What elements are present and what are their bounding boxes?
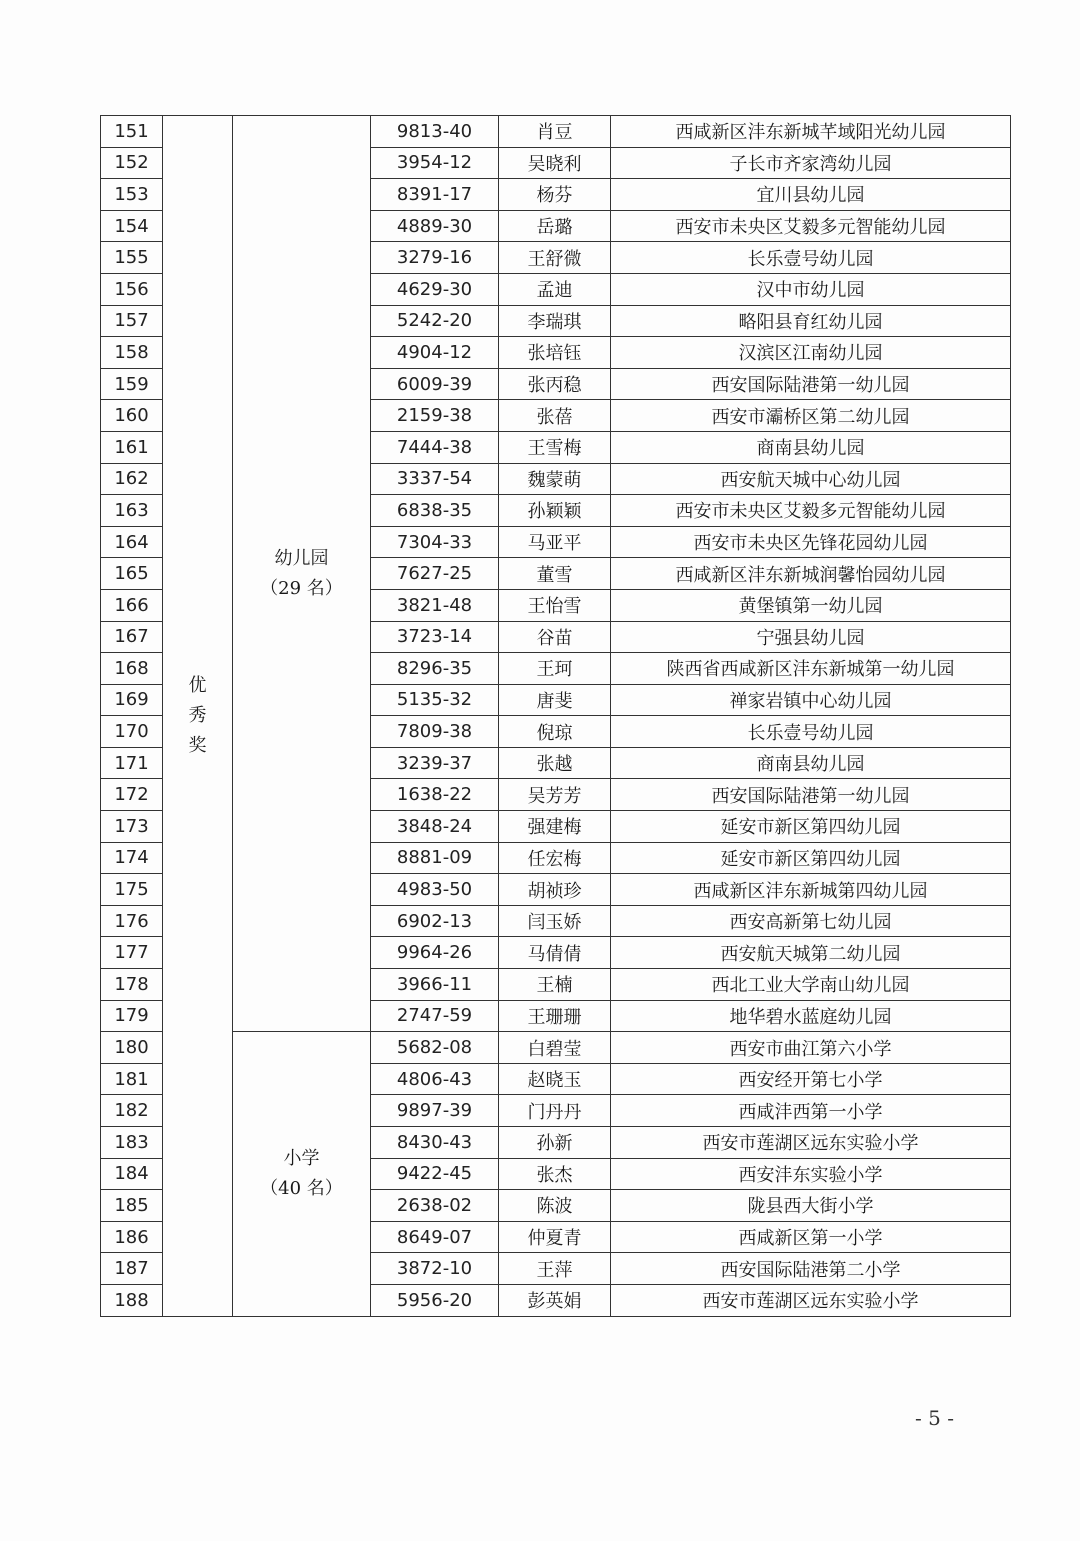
entry-code-cell: 9964-26: [371, 937, 499, 969]
award-level-char: 秀: [188, 704, 207, 726]
entry-code-cell: 7809-38: [371, 716, 499, 748]
school-name-cell: 西安市曲江第六小学: [611, 1032, 1011, 1064]
school-name-cell: 西安市灞桥区第二幼儿园: [611, 400, 1011, 432]
school-name-cell: 长乐壹号幼儿园: [611, 242, 1011, 274]
entry-code-cell: 7304-33: [371, 526, 499, 558]
category-count: （29 名）: [260, 577, 343, 599]
person-name-cell: 张杰: [499, 1158, 611, 1190]
awards-table: [100, 115, 1011, 1317]
person-name-cell: 门丹丹: [499, 1095, 611, 1127]
person-name-cell: 张蓓: [499, 400, 611, 432]
row-number-cell: 167: [101, 621, 163, 653]
school-name-cell: 长乐壹号幼儿园: [611, 716, 1011, 748]
row-number-cell: 180: [101, 1032, 163, 1064]
school-name-cell: 西安市未央区艾毅多元智能幼儿园: [611, 495, 1011, 527]
row-number-cell: 185: [101, 1190, 163, 1222]
row-number-cell: 172: [101, 779, 163, 811]
person-name-cell: 肖豆: [499, 116, 611, 148]
category-count: （40 名）: [260, 1177, 343, 1199]
entry-code-cell: 4806-43: [371, 1063, 499, 1095]
entry-code-cell: 8430-43: [371, 1127, 499, 1159]
school-name-cell: 禅家岩镇中心幼儿园: [611, 684, 1011, 716]
school-name-cell: 西咸新区沣东新城第四幼儿园: [611, 874, 1011, 906]
school-name-cell: 西安市未央区艾毅多元智能幼儿园: [611, 210, 1011, 242]
school-name-cell: 西安国际陆港第一幼儿园: [611, 368, 1011, 400]
school-name-cell: 汉中市幼儿园: [611, 273, 1011, 305]
row-number-cell: 164: [101, 526, 163, 558]
person-name-cell: 魏蒙萌: [499, 463, 611, 495]
entry-code-cell: 2747-59: [371, 1000, 499, 1032]
school-name-cell: 陕西省西咸新区沣东新城第一幼儿园: [611, 653, 1011, 685]
entry-code-cell: 3337-54: [371, 463, 499, 495]
person-name-cell: 王萍: [499, 1253, 611, 1285]
school-name-cell: 西安航天城第二幼儿园: [611, 937, 1011, 969]
row-number-cell: 171: [101, 747, 163, 779]
person-name-cell: 马亚平: [499, 526, 611, 558]
row-number-cell: 154: [101, 210, 163, 242]
entry-code-cell: 9813-40: [371, 116, 499, 148]
school-name-cell: 宜川县幼儿园: [611, 179, 1011, 211]
row-number-cell: 188: [101, 1284, 163, 1316]
person-name-cell: 李瑞琪: [499, 305, 611, 337]
school-name-cell: 西咸新区第一小学: [611, 1221, 1011, 1253]
category-label: 幼儿园: [274, 547, 329, 569]
school-name-cell: 西安沣东实验小学: [611, 1158, 1011, 1190]
row-number-cell: 168: [101, 653, 163, 685]
row-number-cell: 183: [101, 1127, 163, 1159]
entry-code-cell: 9897-39: [371, 1095, 499, 1127]
category-primary-cell: [233, 1032, 371, 1316]
award-level-cell: [163, 116, 233, 1317]
person-name-cell: 彭英娟: [499, 1284, 611, 1316]
school-name-cell: 西安航天城中心幼儿园: [611, 463, 1011, 495]
person-name-cell: 马倩倩: [499, 937, 611, 969]
person-name-cell: 仲夏青: [499, 1221, 611, 1253]
row-number-cell: 175: [101, 874, 163, 906]
person-name-cell: 王楠: [499, 969, 611, 1001]
entry-code-cell: 4983-50: [371, 874, 499, 906]
school-name-cell: 宁强县幼儿园: [611, 621, 1011, 653]
person-name-cell: 白碧莹: [499, 1032, 611, 1064]
entry-code-cell: 4904-12: [371, 337, 499, 369]
person-name-cell: 张越: [499, 747, 611, 779]
school-name-cell: 陇县西大街小学: [611, 1190, 1011, 1222]
row-number-cell: 151: [101, 116, 163, 148]
row-number-cell: 161: [101, 431, 163, 463]
school-name-cell: 西安市莲湖区远东实验小学: [611, 1284, 1011, 1316]
entry-code-cell: 7444-38: [371, 431, 499, 463]
person-name-cell: 王珂: [499, 653, 611, 685]
row-number-cell: 170: [101, 716, 163, 748]
row-number-cell: 163: [101, 495, 163, 527]
entry-code-cell: 3966-11: [371, 969, 499, 1001]
row-number-cell: 152: [101, 147, 163, 179]
entry-code-cell: 5682-08: [371, 1032, 499, 1064]
category-label: 小学: [283, 1147, 320, 1169]
school-name-cell: 西北工业大学南山幼儿园: [611, 969, 1011, 1001]
row-number-cell: 157: [101, 305, 163, 337]
row-number-cell: 174: [101, 842, 163, 874]
person-name-cell: 孙新: [499, 1127, 611, 1159]
page-number: - 5 -: [915, 1406, 954, 1430]
row-number-cell: 162: [101, 463, 163, 495]
person-name-cell: 倪琼: [499, 716, 611, 748]
row-number-cell: 177: [101, 937, 163, 969]
person-name-cell: 吴芳芳: [499, 779, 611, 811]
row-number-cell: 187: [101, 1253, 163, 1285]
row-number-cell: 155: [101, 242, 163, 274]
entry-code-cell: 3848-24: [371, 811, 499, 843]
person-name-cell: 孙颖颖: [499, 495, 611, 527]
table-row: [101, 116, 1011, 148]
school-name-cell: 西咸新区沣东新城芊域阳光幼儿园: [611, 116, 1011, 148]
school-name-cell: 西安高新第七幼儿园: [611, 905, 1011, 937]
awards-table-body: [101, 116, 1011, 1317]
row-number-cell: 159: [101, 368, 163, 400]
row-number-cell: 153: [101, 179, 163, 211]
entry-code-cell: 6902-13: [371, 905, 499, 937]
award-level-char: 优: [188, 674, 207, 696]
school-name-cell: 西安经开第七小学: [611, 1063, 1011, 1095]
entry-code-cell: 5135-32: [371, 684, 499, 716]
entry-code-cell: 1638-22: [371, 779, 499, 811]
row-number-cell: 158: [101, 337, 163, 369]
person-name-cell: 王舒微: [499, 242, 611, 274]
person-name-cell: 董雪: [499, 558, 611, 590]
row-number-cell: 173: [101, 811, 163, 843]
entry-code-cell: 8391-17: [371, 179, 499, 211]
row-number-cell: 179: [101, 1000, 163, 1032]
entry-code-cell: 8296-35: [371, 653, 499, 685]
row-number-cell: 184: [101, 1158, 163, 1190]
row-number-cell: 186: [101, 1221, 163, 1253]
entry-code-cell: 2159-38: [371, 400, 499, 432]
person-name-cell: 孟迪: [499, 273, 611, 305]
row-number-cell: 160: [101, 400, 163, 432]
school-name-cell: 西咸沣西第一小学: [611, 1095, 1011, 1127]
school-name-cell: 汉滨区江南幼儿园: [611, 337, 1011, 369]
school-name-cell: 西咸新区沣东新城润馨怡园幼儿园: [611, 558, 1011, 590]
row-number-cell: 165: [101, 558, 163, 590]
entry-code-cell: 6838-35: [371, 495, 499, 527]
entry-code-cell: 6009-39: [371, 368, 499, 400]
entry-code-cell: 3954-12: [371, 147, 499, 179]
person-name-cell: 王雪梅: [499, 431, 611, 463]
school-name-cell: 略阳县育红幼儿园: [611, 305, 1011, 337]
entry-code-cell: 2638-02: [371, 1190, 499, 1222]
person-name-cell: 强建梅: [499, 811, 611, 843]
entry-code-cell: 8881-09: [371, 842, 499, 874]
row-number-cell: 176: [101, 905, 163, 937]
entry-code-cell: 7627-25: [371, 558, 499, 590]
school-name-cell: 黄堡镇第一幼儿园: [611, 589, 1011, 621]
entry-code-cell: 4889-30: [371, 210, 499, 242]
row-number-cell: 182: [101, 1095, 163, 1127]
person-name-cell: 杨芬: [499, 179, 611, 211]
award-level-char: 奖: [188, 734, 207, 756]
person-name-cell: 赵晓玉: [499, 1063, 611, 1095]
school-name-cell: 延安市新区第四幼儿园: [611, 842, 1011, 874]
school-name-cell: 西安国际陆港第一幼儿园: [611, 779, 1011, 811]
row-number-cell: 166: [101, 589, 163, 621]
person-name-cell: 王珊珊: [499, 1000, 611, 1032]
school-name-cell: 子长市齐家湾幼儿园: [611, 147, 1011, 179]
entry-code-cell: 5242-20: [371, 305, 499, 337]
row-number-cell: 178: [101, 969, 163, 1001]
person-name-cell: 谷苗: [499, 621, 611, 653]
person-name-cell: 张培钰: [499, 337, 611, 369]
row-number-cell: 156: [101, 273, 163, 305]
school-name-cell: 西安市莲湖区远东实验小学: [611, 1127, 1011, 1159]
category-kindergarten-cell: [233, 116, 371, 1032]
school-name-cell: 西安市未央区先锋花园幼儿园: [611, 526, 1011, 558]
person-name-cell: 张丙稳: [499, 368, 611, 400]
entry-code-cell: 3723-14: [371, 621, 499, 653]
person-name-cell: 闫玉娇: [499, 905, 611, 937]
entry-code-cell: 3239-37: [371, 747, 499, 779]
person-name-cell: 任宏梅: [499, 842, 611, 874]
school-name-cell: 商南县幼儿园: [611, 747, 1011, 779]
school-name-cell: 地华碧水蓝庭幼儿园: [611, 1000, 1011, 1032]
person-name-cell: 唐斐: [499, 684, 611, 716]
person-name-cell: 陈波: [499, 1190, 611, 1222]
entry-code-cell: 5956-20: [371, 1284, 499, 1316]
entry-code-cell: 3821-48: [371, 589, 499, 621]
school-name-cell: 延安市新区第四幼儿园: [611, 811, 1011, 843]
person-name-cell: 胡祯珍: [499, 874, 611, 906]
person-name-cell: 王怡雪: [499, 589, 611, 621]
row-number-cell: 169: [101, 684, 163, 716]
person-name-cell: 岳璐: [499, 210, 611, 242]
table-row: [101, 1032, 1011, 1064]
entry-code-cell: 4629-30: [371, 273, 499, 305]
entry-code-cell: 9422-45: [371, 1158, 499, 1190]
entry-code-cell: 3872-10: [371, 1253, 499, 1285]
row-number-cell: 181: [101, 1063, 163, 1095]
person-name-cell: 吴晓利: [499, 147, 611, 179]
school-name-cell: 西安国际陆港第二小学: [611, 1253, 1011, 1285]
entry-code-cell: 3279-16: [371, 242, 499, 274]
entry-code-cell: 8649-07: [371, 1221, 499, 1253]
school-name-cell: 商南县幼儿园: [611, 431, 1011, 463]
